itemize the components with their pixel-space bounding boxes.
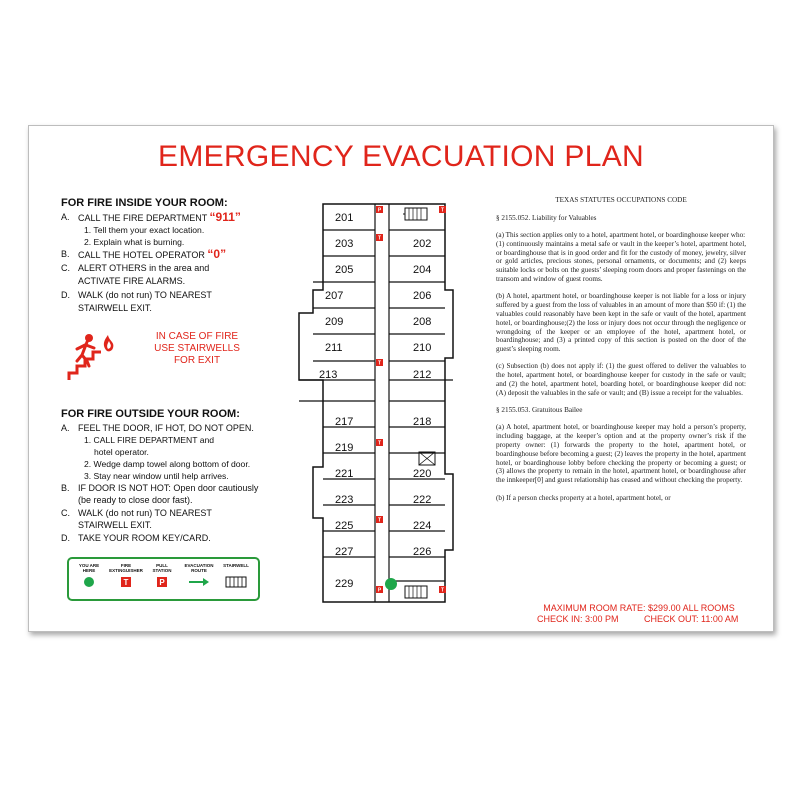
svg-text:T: T <box>123 578 129 587</box>
legend-evacuation-route: EVACUATION ROUTE <box>179 563 219 594</box>
stairwell-bottom <box>405 586 427 598</box>
check-in: CHECK IN: 3:00 PM <box>537 614 619 624</box>
legend-pull-station: PULL STATION P <box>152 563 172 587</box>
room-223: 223 <box>335 494 354 506</box>
inside-item-c-line2: ACTIVATE FIRE ALARMS. <box>78 276 186 286</box>
room-203: 203 <box>335 238 354 250</box>
room-227: 227 <box>335 546 354 558</box>
extinguisher-223-icon <box>376 516 383 524</box>
fire-stairwell-notice: IN CASE OF FIRE USE STAIRWELLS FOR EXIT <box>154 331 240 366</box>
room-211: 211 <box>325 342 343 354</box>
outside-step-3: 3. Stay near window until help arrives. <box>84 471 229 481</box>
outside-step-1b: hotel operator. <box>94 447 149 457</box>
inside-step-2: 2. Explain what is burning. <box>84 237 185 247</box>
room-204: 204 <box>413 264 432 276</box>
room-221: 221 <box>335 468 354 480</box>
you-are-here-marker <box>385 578 397 590</box>
pull-station-bottom-icon <box>376 586 383 594</box>
outside-step-2: 2. Wedge damp towel along bottom of door. <box>84 459 251 469</box>
statute-p1: (a) This section applies only to a hotel, apartment hotel, or boardinghouse keeper who: <box>496 231 746 240</box>
room-207: 207 <box>325 290 344 302</box>
room-220: 220 <box>413 468 432 480</box>
legend-fire-extinguisher: FIRE EXTINGUISHER T <box>109 563 143 587</box>
room-206: 206 <box>413 290 432 302</box>
legend-you-are-here: YOU ARE HERE <box>69 563 109 594</box>
arrow-right-icon <box>187 575 211 589</box>
statutes-column <box>496 196 746 511</box>
svg-text:T: T <box>440 587 445 594</box>
svg-text:T: T <box>377 517 382 524</box>
stairwell-top <box>403 208 427 220</box>
statute-p4: (a) A hotel, apartment hotel, or boardinghouse keeper may hold a person’s property, including baggage, at the keeper’s option and at the property owner’s risk if the property owner: (1) forwards the property to the hotel, apartment hotel, or boardinghouse before becoming a guest; (2) leaves the property in the hotel, apartment hotel, or boardinghouse lobby before checking the property or becoming a guest; or (3) allows the property to remain in the hotel, apartment hotel, or boardinghouse after the innkeeper[0] and guest relationship has ceased and without checking the property. <box>496 423 746 485</box>
extinguisher-219-icon <box>376 439 383 447</box>
inside-item-d-line2: STAIRWELL EXIT. <box>78 303 152 313</box>
fire-department-number: “911” <box>209 210 241 224</box>
svg-text:T: T <box>377 440 382 447</box>
svg-text:P: P <box>159 578 165 587</box>
map-legend <box>67 557 260 601</box>
check-out: CHECK OUT: 11:00 AM <box>644 614 739 624</box>
elevator-icon <box>419 452 435 465</box>
room-210: 210 <box>413 342 432 354</box>
extinguisher-bottom-icon <box>439 586 446 594</box>
room-202: 202 <box>413 238 432 250</box>
outside-item-b-line2: (be ready to close door fast). <box>78 495 193 505</box>
section-2155-052-title: § 2155.052. Liability for Valuables <box>496 213 597 222</box>
room-205: 205 <box>335 264 354 276</box>
outside-step-1: 1. CALL FIRE DEPARTMENT and <box>84 435 215 445</box>
max-room-rate: MAXIMUM ROOM RATE: $299.00 ALL ROOMS <box>543 603 735 613</box>
outside-heading: FOR FIRE OUTSIDE YOUR ROOM: <box>61 408 240 420</box>
section-2155-053-title: § 2155.053. Gratuitous Bailee <box>496 406 583 415</box>
floor-plan-map <box>295 198 465 608</box>
room-224: 224 <box>413 520 432 532</box>
inside-step-1: 1. Tell them your exact location. <box>84 225 205 235</box>
statute-p3: (c) Subsection (b) does not apply if: (1) the guest offered to deliver the valuables to the hotel, apartment hotel, or boardinghouse keeper for custody in the safe or vault; and (2) the hotel, apartment hotel, boarding hotel, or boardinghouse keeper did not: (A) deposit the valuables in the safe or vault; and (B) issue a receipt for the valuables. <box>496 362 746 397</box>
outside-item-c-line2: STAIRWELL EXIT. <box>78 520 152 530</box>
svg-text:P: P <box>377 587 382 594</box>
pull-station-top-icon <box>376 206 383 214</box>
evacuation-sign: EMERGENCY EVACUATION PLAN FOR FIRE INSIDE YOUR ROOM: A. CALL THE FIRE DEPARTMENT “911” 1. Tell them your exact location. 2. Explain what is burning. B. CALL THE HOTEL OPERATOR “0” C. ALERT OTHERS in the area and ACTIVATE FIRE ALARMS. D. WALK (do not run) TO NEAREST STAIRWELL EXIT. IN CASE OF FIRE USE STAIRWELLS FOR EXIT FOR FIRE OUTSIDE YOUR ROOM: A. FEEL THE DOOR, IF HOT, DO NOT OPEN. 1. CALL FIRE DEPARTMENT and hotel operator. 2. Wedge damp towel along bottom of door. 3. Stay near window until help arrives. B. IF DOOR IS NOT HOT: Open door cautiously (be ready to close door fast). C. WALK (do not run) TO NEAREST STAIRWELL EXIT. D. TAKE YOUR ROOM KEY/CARD. YOU ARE HERE FIRE EXTINGUISHER T PULL STATION P EVACUATION ROUTE STAIRWELL 201 203 205 207 209 211 213 217 219 221 223 225 227 229 202 204 206 208 210 212 218 220 222 224 226 P T T T T T P T TEXAS STATUTES OCCUPATIONS CODE § 2155.052. Liability for Valuables (a) This section applies only to a hotel, apartment hotel, or boardinghouse keeper who: (1) continuously maintains a metal safe or vault in the keeper’s hotel, apartment hotel, or boardinghouse that is in good order and fit for the custody of money, jewelry, silver or gold articles, precious stones, personal ornaments, or documents; and (2) keeps suitable locks or bolts on the guests’ sleeping room doors and proper fastenings on the transom and window of guest rooms. (b) A hotel, apartment hotel, or boardinghouse keeper is not liable for a loss or injury suffered by a guest from the loss of valuables in an amount of more than $50 if: (1) the valuables could reasonably have been kept in the safe or vault of the hotel, apartment hotel, or boardinghouse;(2) the loss or injury does not occur through the negligence or wrongdoing of the keeper or an employee of the hotel, apartment hotel, or boardinghouse; and (3) a printed copy of this section is posted on the door of the guest’s sleeping room. (c) Subsection (b) does not apply if: (1) the guest offered to deliver the valuables to the hotel, apartment hotel, or boardinghouse keeper for custody in the safe or vault; and (2) the hotel, apartment hotel, boarding hotel, or boardinghouse keeper did not: (A) deposit the valuables in the safe or vault; and (B) issue a receipt for the valuables. § 2155.053. Gratuitous Bailee (a) A hotel, apartment hotel, or boardinghouse keeper may hold a person’s property, including baggage, at the keeper’s option and at the property owner’s risk if the property owner: (1) forwards the property to the hotel, apartment hotel, or boardinghouse before becoming a guest; (2) leaves the property in the hotel, apartment hotel, or boardinghouse lobby before checking the property or becoming a guest; or (3) allows the property to remain in the hotel, apartment hotel, or boardinghouse after the innkeeper[0] and guest relationship has ceased and without checking the property. (b) If a person checks property at a hotel, apartment hotel, or MAXIMUM ROOM RATE: $299.00 ALL ROOMS CHECK IN: 3:00 PM CHECK OUT: 11:00 AM <box>28 125 774 632</box>
room-219: 219 <box>335 442 354 454</box>
room-201: 201 <box>335 212 354 224</box>
room-213: 213 <box>319 369 338 381</box>
svg-text:T: T <box>377 360 382 367</box>
room-rate-info <box>529 603 749 625</box>
room-226: 226 <box>413 546 432 558</box>
room-209: 209 <box>325 316 344 328</box>
page-title: EMERGENCY EVACUATION PLAN <box>158 140 644 173</box>
stairwell-icon <box>224 575 248 589</box>
pull-station-icon <box>155 575 169 589</box>
room-208: 208 <box>413 316 432 328</box>
you-are-here-icon <box>82 575 96 589</box>
svg-text:P: P <box>377 207 382 214</box>
statute-p2: (b) A hotel, apartment hotel, or boardinghouse keeper is not liable for a loss or injury suffered by a guest from the loss of valuables in an amount of more than $50 if: (1) the valuables could reasonably have been kept in the safe or vault of the hotel, apartment hotel, or boardinghouse;(2) the loss or injury does not occur through the negligence or wrongdoing of the keeper or an employee of the hotel, apartment hotel, or boardinghouse; and (3) a printed copy of this section is posted on the door of the guest’s sleeping room. <box>496 292 746 354</box>
extinguisher-211-icon <box>376 359 383 367</box>
svg-text:T: T <box>440 207 445 214</box>
legend-stairwell: STAIRWELL <box>216 563 256 594</box>
inside-heading: FOR FIRE INSIDE YOUR ROOM: <box>61 197 228 209</box>
extinguisher-203-icon <box>376 234 383 242</box>
svg-text:T: T <box>377 235 382 242</box>
statute-p5: (b) If a person checks property at a hotel, apartment hotel, or <box>496 493 671 502</box>
extinguisher-top-icon <box>439 206 446 214</box>
room-225: 225 <box>335 520 354 532</box>
operator-number: “0” <box>207 247 227 261</box>
statutes-header: TEXAS STATUTES OCCUPATIONS CODE <box>555 196 687 204</box>
room-229: 229 <box>335 578 354 590</box>
fire-stairs-icon <box>67 333 147 383</box>
room-212: 212 <box>413 369 432 381</box>
room-217: 217 <box>335 416 354 428</box>
room-222: 222 <box>413 494 432 506</box>
fire-extinguisher-icon <box>119 575 133 589</box>
statute-p1b: (1) continuously maintains a metal safe or vault in the keeper’s hotel, apartment hotel, or boardinghouse that is in good order and fit for the custody of money, jewelry, silver or gold articles, precious stones, personal ornaments, or documents; and (2) keeps suitable locks or bolts on the guests’ sleeping room doors and proper fastenings on the transom and window of guest rooms. <box>496 239 746 284</box>
room-218: 218 <box>413 416 432 428</box>
